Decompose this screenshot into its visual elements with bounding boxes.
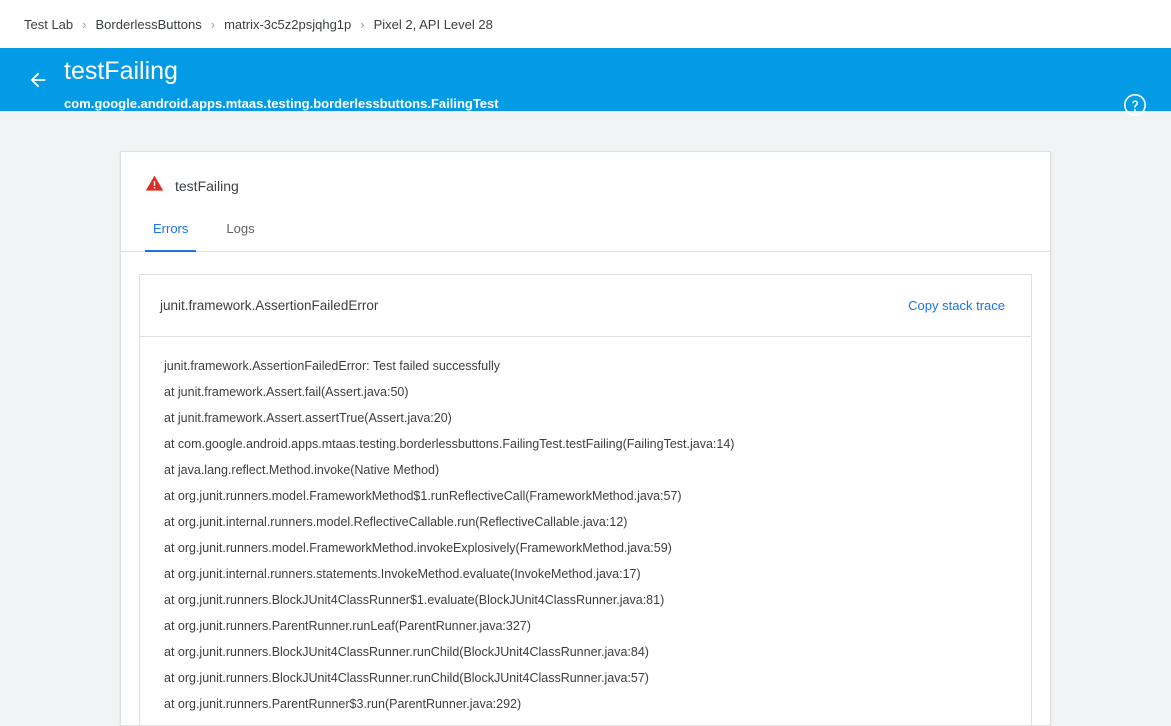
stack-trace-line: at org.junit.runners.BlockJUnit4ClassRunner.runChild(BlockJUnit4ClassRunner.java:57) (164, 671, 649, 685)
stack-trace-panel (139, 274, 1032, 725)
stack-trace-header (140, 275, 1031, 337)
breadcrumb-item-device[interactable]: Pixel 2, API Level 28 (373, 16, 493, 32)
stack-trace-line: at org.junit.internal.runners.statements.InvokeMethod.evaluate(InvokeMethod.java:17) (164, 567, 641, 581)
breadcrumb-separator-icon: › (210, 16, 216, 32)
breadcrumb-separator-icon: › (82, 16, 87, 32)
stack-trace-line: at com.google.android.apps.mtaas.testing.borderlessbuttons.FailingTest.testFailing(FailingTest.java:14) (164, 437, 735, 451)
stack-trace-line: at org.junit.runners.model.FrameworkMethod.invokeExplosively(FrameworkMethod.java:59) (164, 541, 672, 555)
page-body (0, 111, 1171, 711)
stack-trace-line: at org.junit.internal.runners.model.ReflectiveCallable.run(ReflectiveCallable.java:12) (164, 515, 628, 529)
page-header (0, 48, 1171, 111)
stack-trace-line: at junit.framework.Assert.fail(Assert.java:50) (164, 385, 409, 399)
help-icon (1123, 105, 1147, 120)
warning-icon (145, 174, 164, 198)
tab-errors[interactable]: Errors (145, 212, 196, 251)
copy-stack-trace-button[interactable]: Copy stack trace (898, 290, 1015, 321)
stack-trace-line: at org.junit.runners.model.FrameworkMethod$1.runReflectiveCall(FrameworkMethod.java:57) (164, 489, 682, 503)
card-title: testFailing (175, 178, 239, 194)
arrow-back-icon (27, 69, 49, 91)
breadcrumb (0, 0, 1171, 48)
stack-trace-line: at java.lang.reflect.Method.invoke(Native Method) (164, 463, 440, 477)
test-result-card (120, 151, 1051, 726)
stack-trace-title: junit.framework.AssertionFailedError (160, 298, 379, 313)
breadcrumb-separator-icon: › (360, 16, 365, 32)
stack-trace-body (140, 337, 1031, 725)
breadcrumb-item-test-lab[interactable]: Test Lab (24, 16, 74, 32)
help-button[interactable] (1121, 92, 1149, 120)
breadcrumb-item-borderlessbuttons[interactable]: BorderlessButtons (95, 16, 202, 32)
tab-logs[interactable]: Logs (218, 212, 262, 251)
stack-trace-line: at org.junit.runners.BlockJUnit4ClassRunner.runChild(BlockJUnit4ClassRunner.java:84) (164, 645, 649, 659)
page-title: testFailing (64, 57, 178, 85)
page-subtitle: com.google.android.apps.mtaas.testing.borderlessbuttons.FailingTest (64, 96, 499, 111)
stack-trace-line: at org.junit.runners.ParentRunner.runLeaf(ParentRunner.java:327) (164, 619, 531, 633)
stack-trace-line: at org.junit.runners.BlockJUnit4ClassRunner$1.evaluate(BlockJUnit4ClassRunner.java:81) (164, 593, 665, 607)
card-header (121, 152, 1050, 198)
stack-trace-line: junit.framework.AssertionFailedError: Test failed successfully (164, 359, 501, 373)
back-button[interactable] (18, 60, 58, 100)
tab-bar (121, 212, 1050, 252)
stack-trace-line: at org.junit.runners.ParentRunner$3.run(ParentRunner.java:292) (164, 697, 522, 711)
breadcrumb-item-matrix[interactable]: matrix-3c5z2psjqhg1p (224, 16, 352, 32)
stack-trace-line: at junit.framework.Assert.assertTrue(Assert.java:20) (164, 411, 452, 425)
